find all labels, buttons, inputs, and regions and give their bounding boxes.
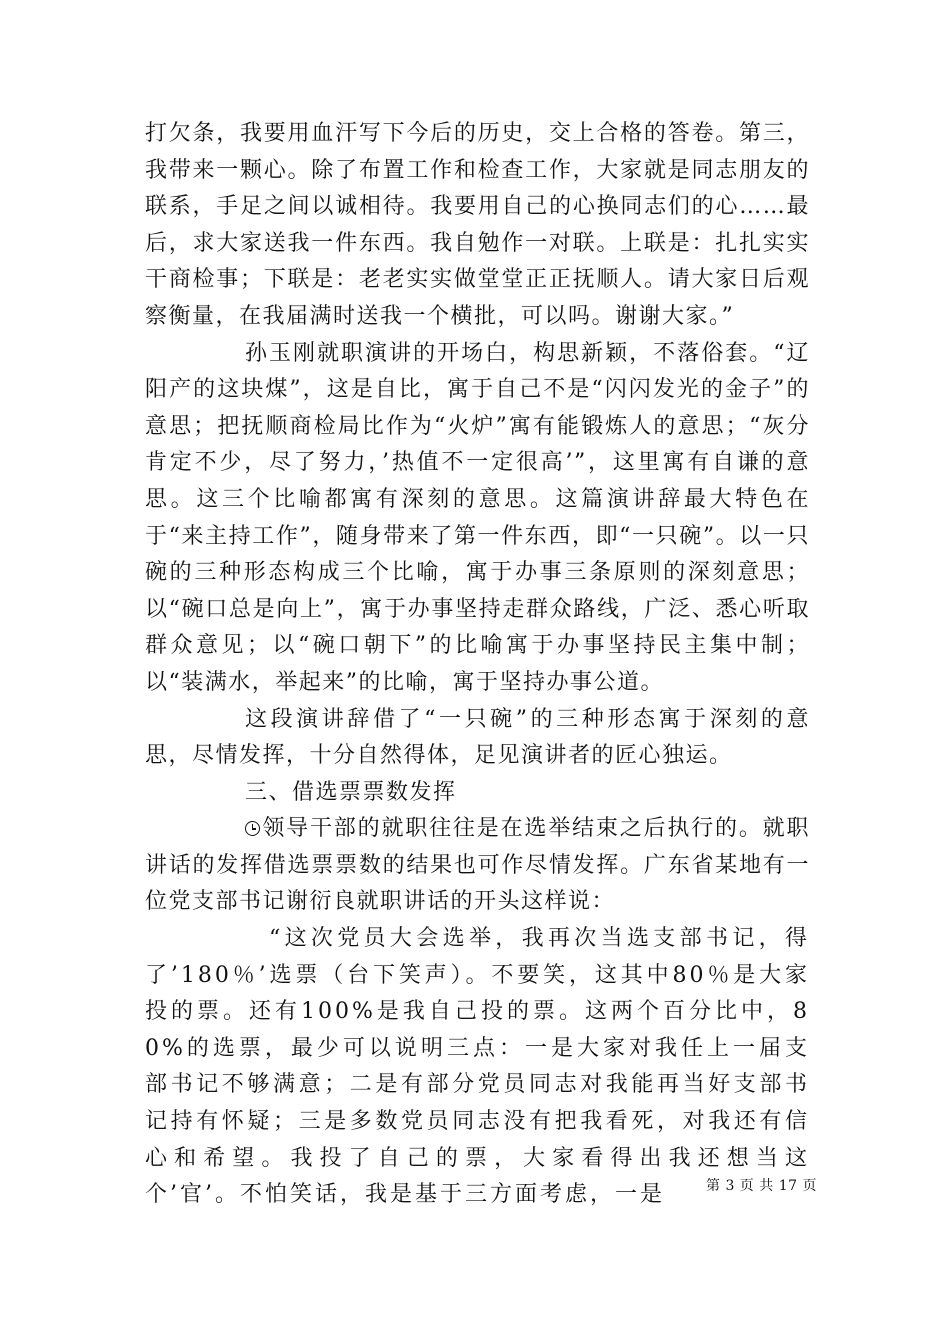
document-body xyxy=(145,116,810,1214)
page-footer: 第 3 页 共 17 页 xyxy=(706,1178,817,1194)
paragraph-couplet-conclusion: 打欠条，我要用血汗写下今后的历史，交上合格的答卷。第三，我带来一颗心。除了布置工作和检查工作，大家就是同志朋友的联系，手足之间以诚相待。我要用自己的心换同志们的心……最后，求大家送我一件东西。我自勉作一对联。上联是：扎扎实实干商检事；下联是：老老实实做堂堂正正抚顺人。请大家日后观察衡量，在我届满时送我一个横批，可以吗。谢谢大家。” xyxy=(145,121,810,329)
clock-icon xyxy=(245,821,260,836)
section-heading: 三、借选票票数发挥 xyxy=(245,779,457,805)
paragraph-summary: 这段演讲辞借了“一只碗”的三种形态寓于深刻的意思，尽情发挥，十分自然得体，足见演讲者的匠心独运。 xyxy=(145,706,810,769)
paragraph-election-text: 领导干部的就职往往是在选举结束之后执行的。就职讲话的发挥借选票票数的结果也可作尽情发挥。广东省某地有一位党支部书记谢衍良就职讲话的开头这样说： xyxy=(145,816,810,915)
quote-speech: “这次党员大会选举，我再次当选支部书记，得了’180％’选票（台下笑声）。不要笑，这其中80％是大家投的票。还有100%是我自己投的票。这两个百分比中，80%的选票，最少可以说明三点：一是大家对我任上一届支部书记不够满意；二是有部分党员同志对我能再当好支部书记持有怀疑；三是多数党员同志没有把我看死，对我还有信心和希望。我投了自己的票，大家看得出我还想当这个’官’。不怕笑话，我是基于三方面考虑，一是 xyxy=(145,926,810,1208)
paragraph-election-intro xyxy=(145,811,810,921)
paragraph-analysis: 孙玉刚就职演讲的开场白，构思新颖，不落俗套。“辽阳产的这块煤”，这是自比，寓于自己不是“闪闪发光的金子”的意思；把抚顺商检局比作为“火炉”寓有能锻炼人的意思；“灰分肯定不少，尽了努力，’热值不一定很高’”，这里寓有自谦的意思。这三个比喻都寓有深刻的意思。这篇演讲辞最大特色在于“来主持工作”，随身带来了第一件东西，即“一只碗”。以一只碗的三种形态构成三个比喻，寓于办事三条原则的深刻意思；以“碗口总是向上”，寓于办事坚持走群众路线，广泛、悉心听取群众意见；以“碗口朝下”的比喻寓于办事坚持民主集中制；以“装满水，举起来”的比喻，寓于坚持办事公道。 xyxy=(145,340,810,695)
